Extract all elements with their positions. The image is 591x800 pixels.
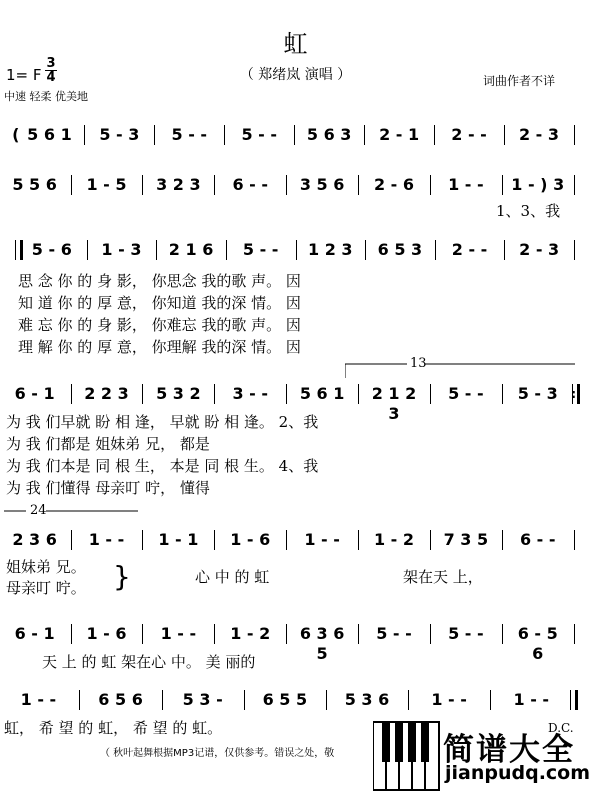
measure-notes: 5 3 6 (344, 690, 390, 709)
barline (71, 530, 72, 550)
lyric-row5-d: 架在天 上， (403, 568, 483, 586)
measure-notes: 6 - 1 (14, 624, 55, 643)
verse-label: 1、3、我 (496, 202, 561, 220)
barline (224, 125, 225, 145)
measure-notes: 2 - 6 (373, 175, 415, 194)
measure-notes: 5 - 3 (517, 384, 558, 403)
barline (79, 690, 80, 710)
time-top: 3 (46, 56, 56, 71)
barline (286, 624, 287, 644)
lyric-refrain-4: 为 我 们懂得 母亲叮 咛， 懂得 (6, 479, 210, 497)
ending-1-bracket (345, 362, 575, 378)
measure-notes: 1 - 6 (230, 530, 271, 549)
measure-notes: 1 - 2 (230, 624, 271, 643)
lyric-refrain-1: 为 我 们早就 盼 相 逢， 早就 盼 相 逢。 2、我 (6, 413, 319, 431)
logo-text: 简谱大全 (443, 732, 575, 768)
ending-1-number: 13 (410, 356, 427, 371)
measure-notes: 5 5 6 (12, 175, 57, 194)
measure-notes: 1 - - (304, 530, 340, 549)
credits: 词曲作者不详 (483, 74, 556, 88)
barline (502, 384, 503, 404)
barline (162, 690, 163, 710)
barline (435, 240, 436, 260)
barline (490, 690, 491, 710)
lyric-verse-1: 思 念 你 的 身 影， 你思念 我的歌 声。 因 (18, 272, 301, 290)
measure-notes: 1 - - (88, 530, 125, 549)
measure-notes: 6 3 6 5 (299, 624, 345, 663)
barline (358, 530, 359, 550)
measure-notes: 2 - 3 (518, 125, 559, 144)
measure-notes: 1 - - (160, 624, 197, 643)
measure-notes: 1 - - (20, 690, 57, 709)
barline (326, 690, 327, 710)
barline (430, 624, 431, 644)
barline (87, 240, 88, 260)
barline (294, 125, 295, 145)
barline (364, 125, 365, 145)
measure-notes: 6 - 1 (14, 384, 55, 403)
barline (71, 175, 72, 195)
lyric-row6: 天 上 的 虹 架在心 中。 美 丽的 (42, 653, 256, 671)
barline (430, 175, 431, 195)
barline (214, 175, 215, 195)
measure-notes: 5 3 - (182, 690, 223, 709)
barline (574, 624, 575, 644)
repeat-sign: : (571, 387, 577, 401)
measure-notes: 5 - 3 (99, 125, 140, 144)
notation-row (0, 123, 591, 149)
barline (142, 530, 143, 550)
measure-notes: 1 - - (513, 690, 550, 709)
measure-notes: 5 - 6 (31, 240, 72, 259)
measure-notes: 6 - 5 6 (517, 624, 558, 663)
barline (286, 175, 287, 195)
barline (226, 240, 227, 260)
measure-notes: 3 5 6 (299, 175, 345, 194)
lyric-row5-a: 姐妹弟 兄。 (6, 558, 86, 576)
measure-notes: 5 - - (171, 125, 208, 144)
barline (408, 690, 409, 710)
tempo-marking: 中速 轻柔 优美地 (4, 90, 88, 103)
lyric-row5-b: 母亲叮 咛。 (6, 579, 86, 597)
measure-notes: 6 5 3 (377, 240, 423, 259)
notation-row (0, 238, 591, 264)
barline (358, 384, 359, 404)
barline (574, 240, 575, 260)
notation-row (0, 688, 591, 714)
barline (286, 384, 287, 404)
measure-notes: 6 - - (232, 175, 269, 194)
barline (502, 175, 503, 195)
barline (244, 690, 245, 710)
barline (142, 384, 143, 404)
barline (286, 530, 287, 550)
lyric-row7: 虹， 希 望 的 虹， 希 望 的 虹。 (4, 719, 223, 737)
measure-notes: ( (12, 125, 20, 144)
barline (574, 175, 575, 195)
measure-notes: 5 - - (241, 125, 277, 144)
measure-notes: 3 - - (232, 384, 269, 403)
measure-notes: 1 - 6 (86, 624, 127, 643)
barline (502, 530, 503, 550)
measure-notes: 5 6 1 (299, 384, 345, 403)
barline (214, 530, 215, 550)
measure-notes: 1 2 3 (308, 240, 353, 259)
lyric-verse-3: 难 忘 你 的 身 影， 你难忘 我的歌 声。 因 (18, 316, 301, 334)
measure-notes: 6 - - (519, 530, 556, 549)
barline (71, 624, 72, 644)
ending-2-bracket (4, 509, 138, 513)
measure-notes: 2 3 6 (12, 530, 57, 549)
barline (154, 125, 155, 145)
barline (430, 530, 431, 550)
measure-notes: 2 1 6 (168, 240, 214, 259)
barline (358, 175, 359, 195)
dc-marking: D.C. (548, 721, 574, 735)
barline (434, 125, 435, 145)
barline (71, 384, 72, 404)
barline (142, 175, 143, 195)
lyric-refrain-3: 为 我 们本是 同 根 生， 本是 同 根 生。 4、我 (6, 457, 319, 475)
measure-notes: 5 3 2 (156, 384, 201, 403)
barline (142, 624, 143, 644)
barline (504, 125, 505, 145)
page-title: 虹 (283, 30, 308, 58)
barline (84, 125, 85, 145)
lyric-verse-2: 知 道 你 的 厚 意， 你知道 我的深 情。 因 (18, 294, 301, 312)
notation-row (0, 173, 591, 199)
barline (214, 384, 215, 404)
measure-notes: 2 1 2 3 (371, 384, 417, 423)
time-bottom: 4 (46, 70, 56, 85)
barline (156, 240, 157, 260)
measure-notes: 2 - 3 (519, 240, 560, 259)
brace: } (113, 560, 131, 593)
singer-label: （ 郑绪岚 演唱 ） (239, 67, 352, 83)
measure-notes: 1 - ) 3 (511, 175, 565, 194)
measure-notes: 1 - - (448, 175, 484, 194)
ending-2-number: 24 (30, 503, 47, 518)
notation-row (0, 528, 591, 554)
time-signature (44, 58, 58, 83)
barline (502, 624, 503, 644)
barline (504, 240, 505, 260)
measure-notes: 6 5 5 (262, 690, 308, 709)
measure-notes: 5 - - (242, 240, 279, 259)
measure-notes: 2 - - (451, 125, 487, 144)
barline (296, 240, 297, 260)
measure-notes: 5 6 3 (306, 125, 352, 144)
measure-notes: 2 - 1 (379, 125, 420, 144)
measure-notes: 5 - - (448, 384, 484, 403)
lyric-row5-c: 心 中 的 虹 (195, 568, 270, 586)
measure-notes: 7 3 5 (443, 530, 489, 549)
measure-notes: 2 - - (451, 240, 488, 259)
measure-notes: 5 6 1 (27, 125, 72, 144)
double-barline (15, 240, 23, 260)
measure-notes: 3 2 3 (156, 175, 201, 194)
lyric-refrain-2: 为 我 们都是 姐妹弟 兄， 都是 (6, 435, 210, 453)
measure-notes: 2 2 3 (84, 384, 129, 403)
measure-notes: 1 - 3 (101, 240, 142, 259)
barline (574, 530, 575, 550)
measure-notes: 1 - 1 (158, 530, 199, 549)
measure-notes: 5 - - (448, 624, 484, 643)
lyric-verse-4: 理 解 你 的 厚 意， 你理解 我的深 情。 因 (18, 338, 301, 356)
logo-url: jianpudq.com (445, 762, 591, 784)
measure-notes: 6 5 6 (98, 690, 143, 709)
barline (365, 240, 366, 260)
measure-notes: 1 - 2 (373, 530, 415, 549)
barline (574, 125, 575, 145)
measure-notes: 1 - 5 (86, 175, 127, 194)
measure-notes: 1 - - (431, 690, 467, 709)
double-barline (570, 690, 578, 710)
barline (214, 624, 215, 644)
footnote: （ 秋叶起舞根据MP3记谱，仅供参考。错误之处，敬 (100, 748, 335, 759)
measure-notes: 5 - - (376, 624, 412, 643)
key-signature: 1= F (6, 66, 42, 84)
barline (358, 624, 359, 644)
barline (430, 384, 431, 404)
